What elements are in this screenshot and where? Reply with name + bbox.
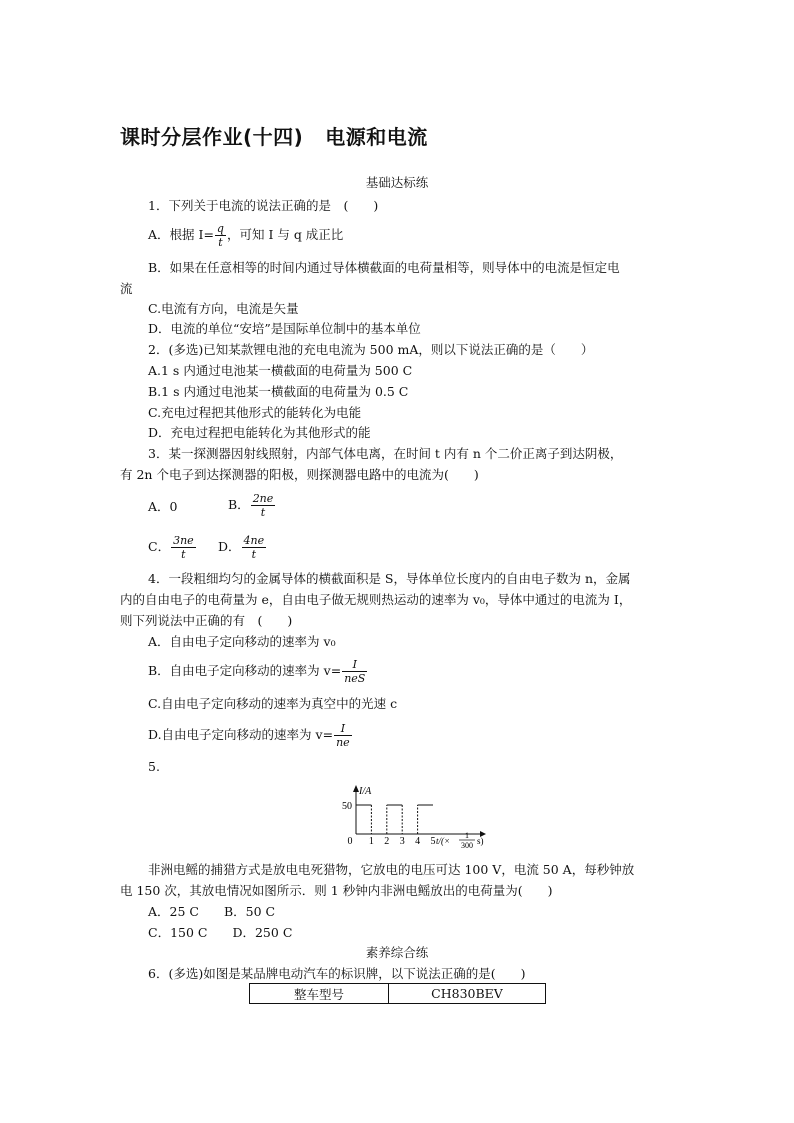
section-basic-heading: 基础达标练 [365,175,429,190]
page-title: 课时分层作业(十四) 电源和电流 [120,125,428,149]
q2-option-a: A.1 s 内通过电池某一横截面的电荷量为 500 C [148,363,413,378]
q2-option-d: D．充电过程把电能转化为其他形式的能 [148,425,371,440]
table-row [250,984,546,1004]
q2-option-c: C.充电过程把其他形式的能转化为电能 [148,405,362,420]
x-unit-denominator: 300 [461,841,473,850]
q4-option-b: B．自由电子定向移动的速率为 v= $\frac{I}{\text{neS}}$ [148,658,366,685]
q4-option-c: C.自由电子定向移动的速率为真空中的光速 c [148,696,398,711]
q5-options-row2: C．150 C D．250 C [148,925,293,940]
x-tick-label: 3 [399,836,405,847]
q1-option-b-line2: 流 [120,281,133,296]
x-tick-label: 5 [430,836,436,847]
q2-stem: 2．(多选)已知某款锂电池的充电电流为 500 mA，则以下说法正确的是（ ） [148,342,594,357]
x-unit-numerator: 1 [465,831,469,840]
q3-option-b: B． $\frac{2ne}{t}$ [228,492,274,519]
q6-stem: 6．(多选)如图是某品牌电动汽车的标识牌，以下说法正确的是( ) [148,966,526,981]
q3-stem-line2: 有 2n 个电子到达探测器的阳极，则探测器电路中的电流为( ) [120,467,479,482]
table-cell-model-value: CH830BEV [389,984,546,1004]
q3-option-c: C． $\frac{3ne}{t}$ [148,534,194,561]
q1-option-c: C.电流有方向，电流是矢量 [148,301,299,316]
q4-stem-line1: 4．一段粗细均匀的金属导体的横截面积是 S，导体单位长度内的自由电子数为 n，金属 [148,571,631,586]
q4-option-d: D.自由电子定向移动的速率为 v= $\frac{I}{ne}$ [148,722,350,749]
q1-stem: 1．下列关于电流的说法正确的是 ( ) [148,198,379,213]
section-comprehensive-heading: 素养综合练 [365,945,429,960]
q4-stem-line3: 则下列说法中正确的有 ( ) [120,613,293,628]
origin-label: 0 [347,836,353,847]
q4-option-a: A．自由电子定向移动的速率为 v₀ [148,634,336,649]
q1-option-a: A．根据 I= $\frac{q}{t}$ ，可知 I 与 q 成正比 [148,222,344,249]
q2-option-b: B.1 s 内通过电池某一横截面的电荷量为 0.5 C [148,384,409,399]
q5-stem-line2: 电 150 次，其放电情况如图所示．则 1 秒钟内非洲电鳐放出的电荷量为( ) [120,883,553,898]
q3-stem-line1: 3．某一探测器因射线照射，内部气体电离，在时间 t 内有 n 个二价正离子到达阴极， [148,446,623,461]
q4-stem-line2: 内的自由电子的电荷量为 e，自由电子做无规则热运动的速率为 v₀，导体中通过的电流为 I， [120,592,632,607]
y-tick-label: 50 [342,801,352,812]
x-axis-label-suffix: s) [477,836,484,846]
q3-option-a: A．0 [148,499,178,514]
q1-option-b-line1: B．如果在任意相等的时间内通过导体横截面的电荷量相等，则导体中的电流是恒定电 [148,260,620,275]
q5-options-row1: A．25 C B．50 C [148,904,276,919]
q3-option-d: D． $\frac{4ne}{t}$ [218,534,265,561]
x-tick-label: 2 [384,836,390,847]
x-tick-label: 4 [415,836,421,847]
q1-option-d: D．电流的单位“安培”是国际单位制中的基本单位 [148,321,421,336]
q5-number: 5. [148,759,160,774]
q1-fraction: $\frac{q}{t}$ [216,222,224,249]
q5-current-chart [330,782,500,852]
x-axis-label-prefix: t/(× [436,836,451,846]
table-cell-model-label: 整车型号 [250,984,389,1004]
y-axis-label: I/A [359,786,372,797]
q5-stem-line1: 非洲电鳐的捕猎方式是放电电死猎物，它放电的电压可达 100 V，电流 50 A，每秒钟放 [148,862,635,877]
vehicle-spec-table [249,983,546,1004]
x-tick-label: 1 [368,836,374,847]
